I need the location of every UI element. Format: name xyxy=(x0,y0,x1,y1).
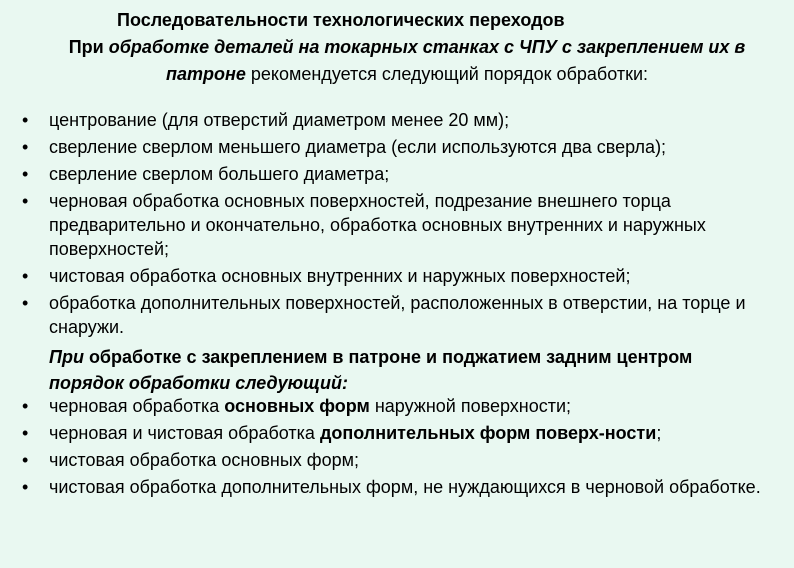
intro-emphasis: обработке деталей на токарных станках с ЧПУ с закреплением их в патроне xyxy=(108,37,746,84)
bullet-icon: • xyxy=(22,477,29,497)
list-item xyxy=(0,475,790,499)
list-item-text-post: наружной поверхности; xyxy=(369,396,572,416)
bullet-icon: • xyxy=(22,191,29,211)
list-item xyxy=(0,291,790,339)
list-item xyxy=(0,162,790,186)
bullet-icon: • xyxy=(22,164,29,184)
subheading-colon: : xyxy=(341,373,348,393)
list-item-text: сверление сверлом меньшего диаметра (если используются два сверла); xyxy=(49,137,667,157)
intro-rest: рекомендуется следующий порядок обработки: xyxy=(245,64,649,84)
subheading-bold-text: обработке с закреплением в патроне и поджатием задним центром xyxy=(83,347,693,367)
slide-title: Последовательности технологических переходов xyxy=(117,10,565,30)
list-item xyxy=(0,421,790,445)
intro-paragraph xyxy=(40,34,774,88)
subheading-italic-prefix: При xyxy=(49,347,84,367)
bullet-icon: • xyxy=(22,266,29,286)
list-item-text-pre: чистовая обработка основных форм; xyxy=(49,450,360,470)
bullet-icon: • xyxy=(22,450,29,470)
bullet-icon: • xyxy=(22,137,29,157)
list-item-text-pre: черновая и чистовая обработка xyxy=(49,423,320,443)
list-item-text-bold: дополнительных форм поверх-ности xyxy=(319,423,657,443)
list-item xyxy=(0,394,790,418)
list-item-text-pre: чистовая обработка дополнительных форм, не нуждающихся в черновой обработке. xyxy=(49,477,761,497)
list-item-text-bold: основных форм xyxy=(224,396,370,416)
list-item-text-pre: черновая обработка xyxy=(49,396,225,416)
subheading xyxy=(49,344,769,396)
list-item-text: черновая обработка основных поверхностей, подрезание внешнего торца предварительно и окончательно, обработка основных внутренних и наружных поверхностей; xyxy=(49,191,706,259)
intro-prefix: При xyxy=(68,37,109,57)
list-item-text-post: ; xyxy=(656,423,662,443)
operations-list-chuck-tailstock xyxy=(0,394,790,502)
list-item-text: обработка дополнительных поверхностей, расположенных в отверстии, на торце и снаружи. xyxy=(49,293,746,337)
bullet-icon: • xyxy=(22,293,29,313)
list-item-text: сверление сверлом большего диаметра; xyxy=(49,164,390,184)
list-item xyxy=(0,448,790,472)
list-item-text: чистовая обработка основных внутренних и наружных поверхностей; xyxy=(49,266,631,286)
bullet-icon: • xyxy=(22,110,29,130)
subheading-italic-text: порядок обработки следующий xyxy=(49,373,342,393)
list-item xyxy=(0,189,790,261)
operations-list-chuck xyxy=(0,108,790,342)
list-item xyxy=(0,135,790,159)
bullet-icon: • xyxy=(22,396,29,416)
list-item xyxy=(0,264,790,288)
list-item xyxy=(0,108,790,132)
bullet-icon: • xyxy=(22,423,29,443)
list-item-text: центрование (для отверстий диаметром менее 20 мм); xyxy=(49,110,510,130)
